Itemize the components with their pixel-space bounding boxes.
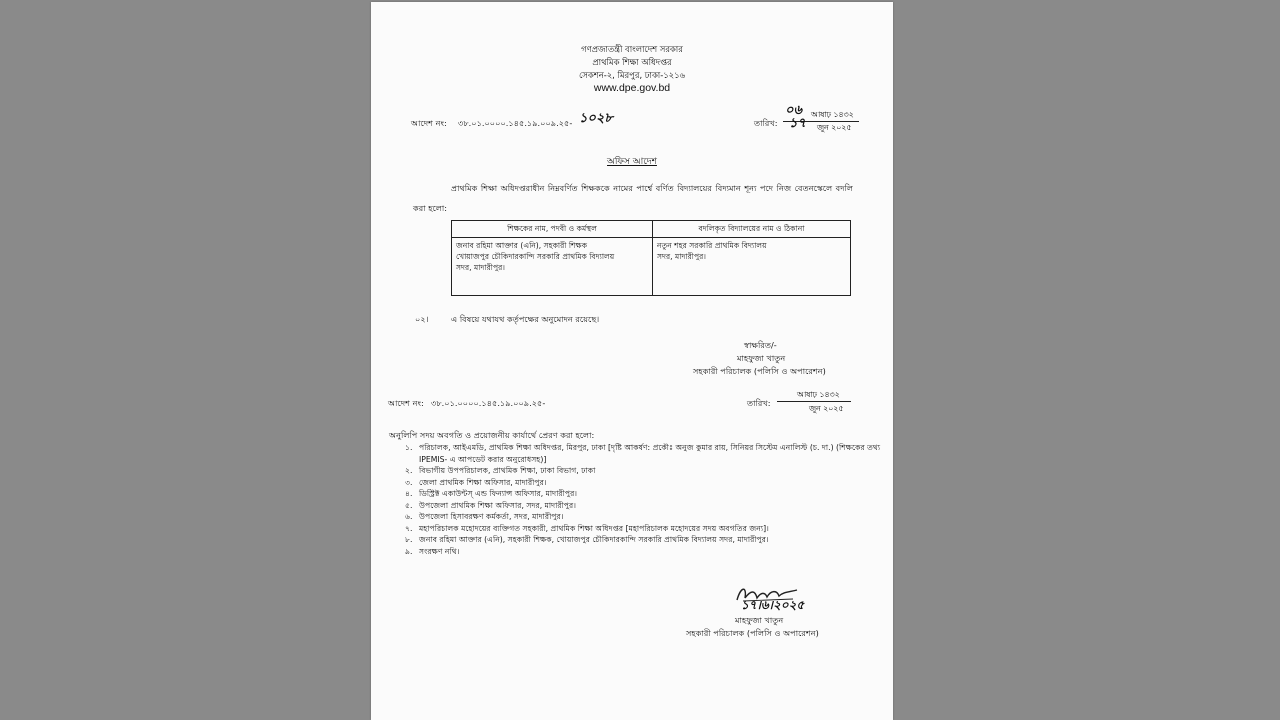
list-item-text: উপজেলা প্রাথমিক শিক্ষা অফিসার, সদর, মাদারীপুর। bbox=[419, 500, 576, 510]
list-item-text: বিভাগীয় উপপরিচালক, প্রাথমিক শিক্ষা, ঢাকা বিভাগ, ঢাকা bbox=[419, 466, 596, 475]
table-header-row bbox=[452, 221, 851, 238]
signatory-designation: সহকারী পরিচালক (পলিসি ও অপারেশন) bbox=[693, 366, 826, 376]
english-month-year: জুন ২০২৫ bbox=[817, 123, 852, 132]
new-school-address: সদর, মাদারীপুর। bbox=[657, 252, 707, 261]
date-label-2: তারিখ: bbox=[747, 398, 771, 408]
handwritten-bangla-day: ০৬ bbox=[785, 103, 802, 118]
list-item-number: ৫. bbox=[405, 500, 413, 510]
date-divider-2 bbox=[777, 401, 851, 402]
list-item bbox=[405, 523, 885, 535]
list-item-number: ৭. bbox=[405, 523, 413, 533]
website-url: www.dpe.gov.bd bbox=[593, 82, 671, 94]
signatory-name: মাহফুজা খাতুন bbox=[737, 353, 786, 363]
list-item-number: ৪. bbox=[405, 489, 413, 498]
list-item-text: উপজেলা হিসাবরক্ষণ কর্মকর্তা, সদর, মাদারীপুর। bbox=[419, 512, 564, 521]
list-item bbox=[405, 488, 885, 500]
list-item-text: জেলা প্রাথমিক শিক্ষা অফিসার, মাদারীপুর। bbox=[419, 477, 547, 487]
department-name: প্রাথমিক শিক্ষা অধিদপ্তর bbox=[592, 57, 672, 67]
column-header-teacher: শিক্ষকের নাম, পদবী ও কর্মস্থল bbox=[452, 221, 653, 238]
order-number-2: ৩৮.০১.০০০০.১৪৫.১৯.০০৯.২৫- bbox=[431, 398, 546, 408]
list-item bbox=[405, 511, 885, 523]
new-school-name: নতুন শহর সরকারি প্রাথমিক বিদ্যালয় bbox=[657, 241, 767, 250]
office-address: সেকশন-২, মিরপুর, ঢাকা-১২১৬ bbox=[578, 70, 686, 80]
list-item-number: ৮. bbox=[405, 535, 413, 544]
scanned-document-page bbox=[371, 2, 893, 720]
teacher-name-line: জনাব রহিমা আক্তার (এনি), সহকারী শিক্ষক bbox=[456, 241, 588, 250]
order-number-label: আদেশ নং: bbox=[411, 118, 447, 128]
handwritten-english-day: ১৭ bbox=[789, 116, 806, 131]
teacher-cell bbox=[452, 238, 653, 296]
govt-name: গণপ্রজাতন্ত্রী বাংলাদেশ সরকার bbox=[581, 44, 683, 54]
english-month-year-2: জুন ২০২৫ bbox=[809, 404, 844, 413]
list-item-text: মহাপরিচালক মহোদয়ের ব্যক্তিগত সহকারী, প্রাথমিক শিক্ষা অধিদপ্তর [মহাপরিচালক মহোদয়ের সদয় অবগতির জন্য]। bbox=[419, 523, 769, 533]
handwritten-signature-date: ১৭।৬।২০২৫ bbox=[741, 598, 805, 612]
bangla-month-year-2: আষাঢ় ১৪৩২ bbox=[797, 390, 840, 399]
body-paragraph: প্রাথমিক শিক্ষা অধিদপ্তরাধীন নিম্নবর্ণিত শিক্ষককে নামের পার্শ্বে বর্ণিত বিদ্যালয়ের বিদ্যমান শূন্য পদে নিজ বেতনস্কেলে বদলি করা হলো: bbox=[413, 183, 853, 213]
table-row bbox=[452, 238, 851, 296]
list-item-text: সংরক্ষণ নথি। bbox=[419, 546, 460, 556]
approval-statement: এ বিষয়ে যথাযথ কর্তৃপক্ষের অনুমোদন রয়েছে। bbox=[451, 314, 600, 324]
handwritten-order-number: ১০২৮ bbox=[579, 111, 613, 126]
order-number-label-2: আদেশ নং: bbox=[388, 398, 424, 408]
transfer-table bbox=[451, 220, 851, 296]
list-item bbox=[405, 465, 885, 477]
list-item bbox=[405, 477, 885, 489]
copy-distribution-list bbox=[405, 442, 885, 557]
list-item-text: পরিচালক, আইএমডি, প্রাথমিক শিক্ষা অধিদপ্তর, মিরপুর, ঢাকা [দৃষ্টি আকর্ষণ: প্রকৌঃ অনুজ কুমার রায়, সিনিয়র সিস্টেম এনালিস্ট (চ. দা.) (শিক্ষকের তথ্য IPEMIS- এ আপডেট করার অনুরোধসহ)] bbox=[419, 443, 881, 464]
list-item-text: ডিস্ট্রিক্ট একাউন্টস্ এন্ড ফিন্যান্স অফিসার, মাদারীপুর। bbox=[419, 489, 578, 498]
signatory-name-2: মাহফুজা খাতুন bbox=[735, 615, 784, 625]
teacher-school-line: খোয়াজপুর চৌকিদারকান্দি সরকারি প্রাথমিক বিদ্যালয় bbox=[456, 252, 615, 261]
list-item-number: ২. bbox=[405, 466, 413, 475]
list-item bbox=[405, 442, 885, 465]
list-item-number: ৩. bbox=[405, 477, 413, 487]
signatory-designation-2: সহকারী পরিচালক (পলিসি ও অপারেশন) bbox=[686, 628, 819, 638]
document-title: অফিস আদেশ bbox=[607, 157, 657, 167]
teacher-address-line: সদর, মাদারীপুর। bbox=[456, 263, 506, 272]
bangla-month-year: আষাঢ় ১৪৩২ bbox=[811, 110, 854, 119]
date-label: তারিখ: bbox=[754, 118, 778, 128]
list-item-text: জনাব রহিমা আক্তার (এনি), সহকারী শিক্ষক, খোয়াজপুর চৌকিদারকান্দি সরকারি প্রাথমিক বিদ্যালয় সদর, মাদারীপুর। bbox=[419, 535, 769, 544]
list-item bbox=[405, 534, 885, 546]
list-item-number: ৯. bbox=[405, 546, 413, 556]
column-header-school: বদলিকৃত বিদ্যালয়ের নাম ও ঠিকানা bbox=[653, 221, 851, 238]
order-number: ৩৮.০১.০০০০.১৪৫.১৯.০০৯.২৫- bbox=[458, 118, 573, 128]
copy-intro: অনুলিপি সদয় অবগতি ও প্রয়োজনীয় কার্যার্থে প্রেরণ করা হলো: bbox=[389, 430, 595, 440]
new-school-cell bbox=[653, 238, 851, 296]
signed-mark: স্বাক্ষরিত/- bbox=[744, 340, 777, 350]
list-item bbox=[405, 500, 885, 512]
point-number: ০২। bbox=[415, 314, 429, 324]
list-item bbox=[405, 546, 885, 558]
list-item-number: ৬. bbox=[405, 512, 413, 521]
list-item-number: ১. bbox=[405, 443, 413, 452]
